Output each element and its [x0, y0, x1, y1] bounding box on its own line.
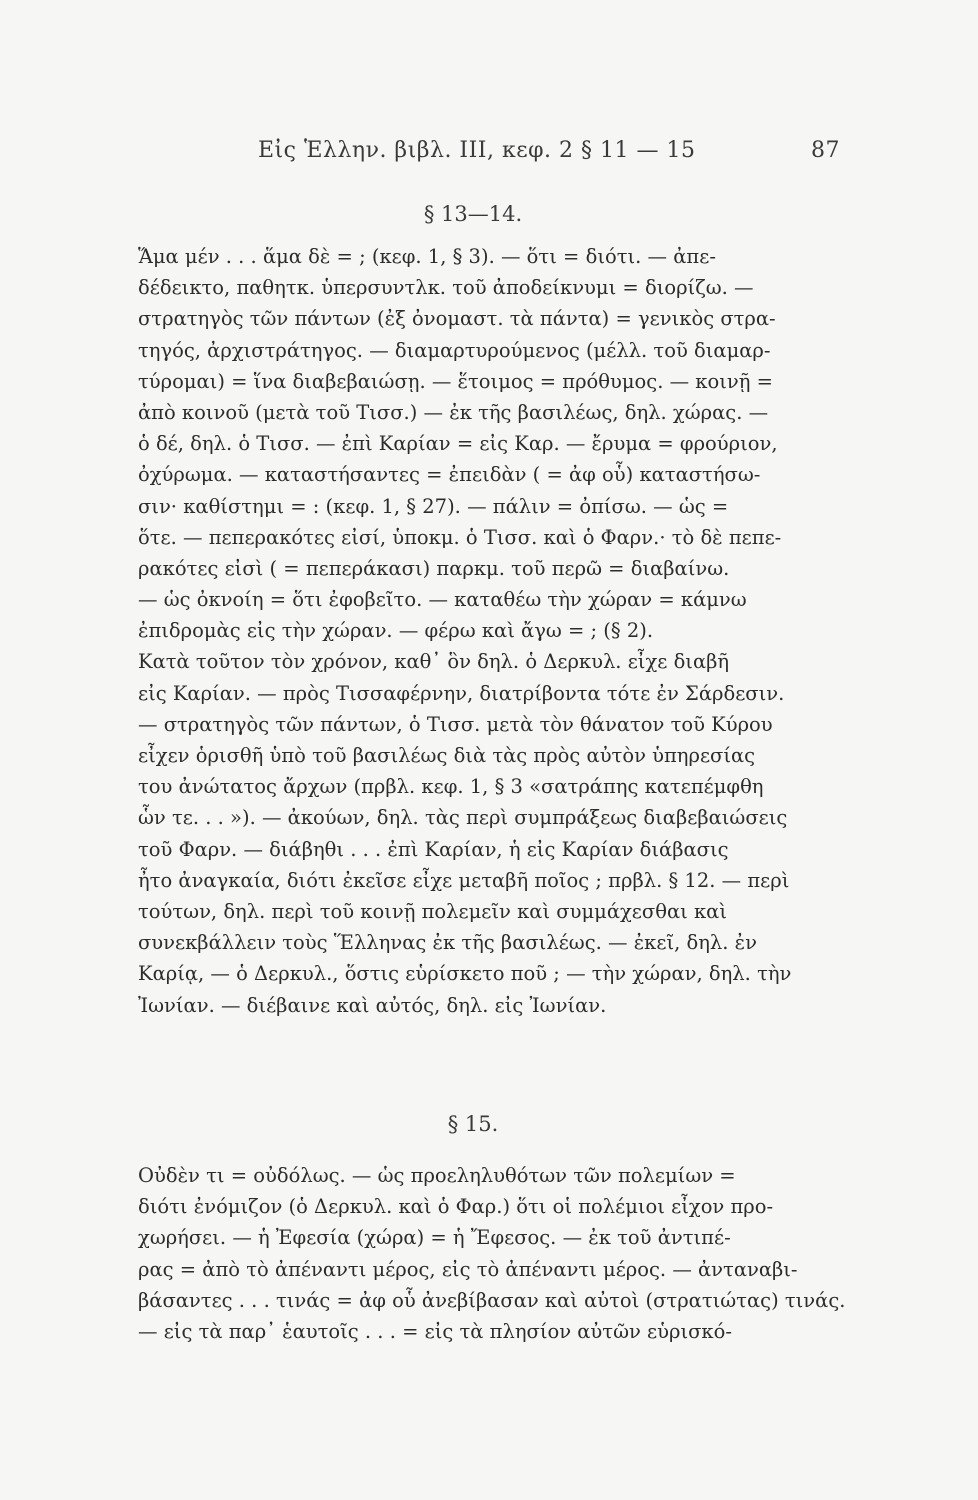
page-number: 87	[811, 138, 840, 163]
text-line: στρατηγὸς τῶν πάντων (ἐξ ὀνομαστ. τὰ πάντα) = γενικὸς στρα-	[138, 307, 776, 331]
commentary-block-15	[138, 1160, 846, 1347]
text-line: Ἅμα μέν . . . ἅμα δὲ = ; (κεφ. 1, § 3). — ὅτι = διότι. — ἀπε-	[138, 245, 716, 268]
text-line: ὁ δέ, δηλ. ὁ Τισσ. — ἐπὶ Καρίαν = εἰς Καρ. — ἔρυμα = φρούριον,	[138, 432, 778, 456]
text-line: σιν· καθίστημι = : (κεφ. 1, § 27). — πάλιν = ὀπίσω. — ὡς =	[138, 494, 729, 518]
text-line: ἦτο ἀναγκαία, διότι ἐκεῖσε εἶχε μεταβῆ ποῖος ; πρβλ. § 12. — περὶ	[138, 868, 790, 892]
text-line: ρας = ἀπὸ τὸ ἀπέναντι μέρος, εἰς τὸ ἀπέναντι μέρος. — ἀνταναβι-	[138, 1257, 798, 1281]
section-heading-15: § 15.	[447, 1112, 499, 1136]
text-line: χωρήσει. — ἡ Ἐφεσία (χώρα) = ἡ Ἔφεσος. — ἐκ τοῦ ἀντιπέ-	[138, 1226, 731, 1250]
text-line: δέδεικτο, παθητκ. ὑπερσυντλκ. τοῦ ἀποδείκνυμι = διορίζω. —	[138, 276, 754, 300]
text-line: — ὡς ὀκνοίη = ὅτι ἐφοβεῖτο. — καταθέω τὴν χώραν = κάμνω	[138, 588, 747, 612]
text-line: ὅτε. — πεπερακότες εἰσί, ὑποκμ. ὁ Τισσ. καὶ ὁ Φαρν.· τὸ δὲ πεπε-	[138, 525, 782, 549]
text-line: Καρίᾳ, — ὁ Δερκυλ., ὅστις εὑρίσκετο ποῦ ; — τὴν χώραν, δηλ. τὴν	[138, 962, 792, 986]
text-line: Οὐδὲν τι = οὐδόλως. — ὡς προεληλυθότων τῶν πολεμίων =	[138, 1164, 736, 1187]
commentary-block-13-14	[138, 241, 846, 1021]
text-line: ὀχύρωμα. — καταστήσαντες = ἐπειδὰν ( = ἀφ οὗ) καταστήσω-	[138, 463, 761, 487]
running-head-title: Εἰς Ἑλλην. βιβλ. III, κεφ. 2 § 11 — 15	[258, 138, 696, 163]
text-line: ἐπιδρομὰς εἰς τὴν χώραν. — φέρω καὶ ἄγω = ; (§ 2).	[138, 619, 654, 643]
text-line: ρακότες εἰσὶ ( = πεπεράκασι) παρκμ. τοῦ περῶ = διαβαίνω.	[138, 556, 730, 580]
text-line: ὧν τε. . . »). — ἀκούων, δηλ. τὰς περὶ συμπράξεως διαβεβαιώσεις	[138, 806, 788, 830]
text-line: τηγός, ἀρχιστράτηγος. — διαμαρτυρούμενος (μέλλ. τοῦ διαμαρ-	[138, 338, 771, 362]
text-line: του ἀνώτατος ἄρχων (πρβλ. κεφ. 1, § 3 «σατράπης κατεπέμφθη	[138, 775, 764, 799]
text-line: βάσαντες . . . τινάς = ἀφ οὗ ἀνεβίβασαν καὶ αὐτοὶ (στρατιώτας) τινάς.	[138, 1288, 846, 1312]
text-line: — στρατηγὸς τῶν πάντων, ὁ Τισσ. μετὰ τὸν θάνατον τοῦ Κύρου	[138, 712, 773, 736]
text-line: συνεκβάλλειν τοὺς Ἕλληνας ἐκ τῆς βασιλέως. — ἐκεῖ, δηλ. ἐν	[138, 931, 758, 955]
text-line: — εἰς τὰ παρ᾽ ἑαυτοῖς . . . = εἰς τὰ πλησίον αὐτῶν εὑρισκό-	[138, 1319, 732, 1343]
text-line: εἶχεν ὁρισθῆ ὑπὸ τοῦ βασιλέως διὰ τὰς πρὸς αὐτὸν ὑπηρεσίας	[138, 744, 756, 767]
text-line: Ἰωνίαν. — διέβαινε καὶ αὐτός, δηλ. εἰς Ἰωνίαν.	[138, 993, 607, 1017]
text-line: Κατὰ τοῦτον τὸν χρόνον, καθ᾽ ὃν δηλ. ὁ Δερκυλ. εἶχε διαβῆ	[138, 650, 730, 674]
section-heading-13-14: § 13—14.	[423, 202, 523, 226]
text-line: ἀπὸ κοινοῦ (μετὰ τοῦ Τισσ.) — ἐκ τῆς βασιλέως, δηλ. χώρας. —	[138, 400, 769, 424]
text-line: εἰς Καρίαν. — πρὸς Τισσαφέρνην, διατρίβοντα τότε ἐν Σάρδεσιν.	[138, 681, 785, 705]
text-line: διότι ἐνόμιζον (ὁ Δερκυλ. καὶ ὁ Φαρ.) ὅτι οἱ πολέμιοι εἶχον προ-	[138, 1195, 774, 1219]
text-line: τοῦ Φαρν. — διάβηθι . . . ἐπὶ Καρίαν, ἡ εἰς Καρίαν διάβασις	[138, 837, 729, 861]
text-line: τούτων, δηλ. περὶ τοῦ κοινῇ πολεμεῖν καὶ συμμάχεσθαι καὶ	[138, 899, 727, 923]
text-line: τύρομαι) = ἵνα διαβεβαιώσῃ. — ἕτοιμος = πρόθυμος. — κοινῇ =	[138, 369, 773, 393]
